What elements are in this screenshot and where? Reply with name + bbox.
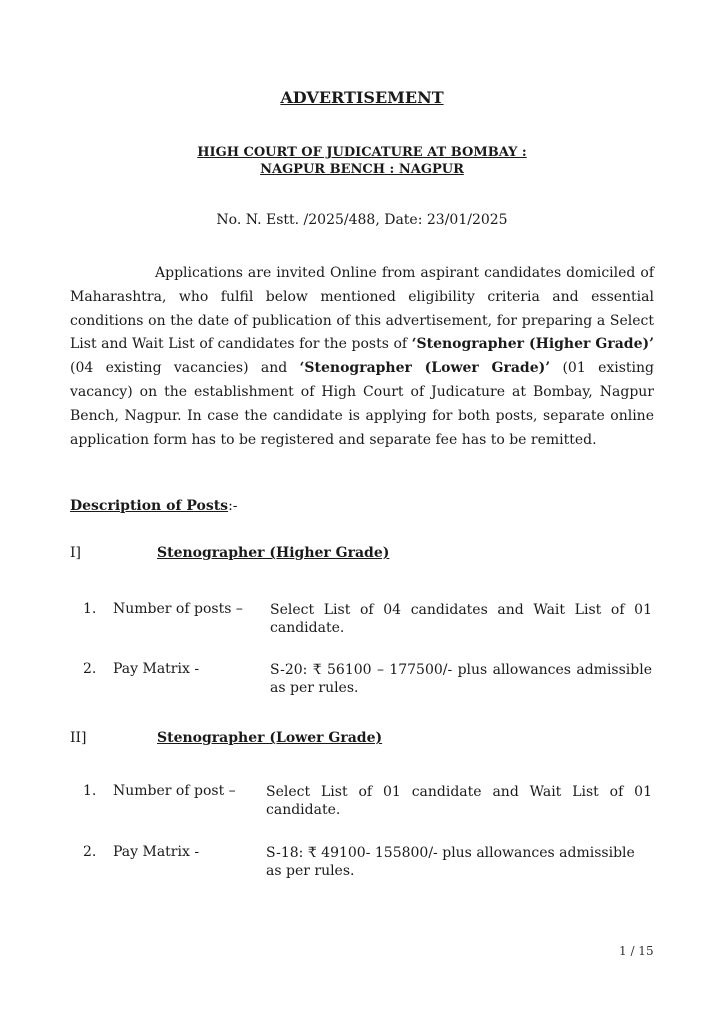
post1-title: Stenographer (Higher Grade)	[157, 545, 390, 561]
post1-item1-num: 1.	[83, 601, 97, 617]
court-name-line2: NAGPUR BENCH : NAGPUR	[260, 162, 464, 177]
post2-name: ‘Stenographer (Lower Grade)’	[299, 360, 551, 377]
post2-roman: II]	[70, 730, 87, 746]
post2-item2-value: S-18: ₹ 49100- 155800/- plus allowances admissible as per rules.	[266, 845, 635, 879]
post2-item1-label: Number of post –	[113, 783, 236, 799]
post1-name: ‘Stenographer (Higher Grade)’	[411, 336, 654, 353]
post2-title: Stenographer (Lower Grade)	[157, 730, 383, 746]
reference-number: No. N. Estt. /2025/488, Date: 23/01/2025	[216, 212, 508, 228]
page-title: ADVERTISEMENT	[280, 88, 444, 107]
post1-item1-value: Select List of 04 candidates and Wait List of 01 candidate.	[270, 602, 652, 636]
post2-item2-num: 2.	[83, 844, 97, 860]
page-number: 1 / 15	[619, 944, 654, 958]
post1-item1-label: Number of posts –	[113, 601, 243, 617]
intro-text-2: (04 existing vacancies) and	[70, 360, 300, 377]
court-name-line1: HIGH COURT OF JUDICATURE AT BOMBAY :	[197, 145, 527, 160]
post2-item1-value: Select List of 01 candidate and Wait List of 01 candidate.	[266, 784, 652, 818]
post1-item2-value: S-20: ₹ 56100 – 177500/- plus allowances admissible as per rules.	[270, 662, 652, 696]
intro-text-1: Applications are invited Online from aspirant candidates domiciled of Maharashtra, who fulfil below mentioned eligibility criteria and essential conditions on the date of publication of this advertisement, for preparing a Select List and Wait List of candidates for the posts of	[70, 265, 654, 353]
post1-roman: I]	[70, 545, 81, 561]
description-heading-text: Description of Posts	[70, 498, 229, 514]
intro-text-3: (01 existing vacancy) on the establishment of High Court of Judicature at Bombay, Nagpur Bench, Nagpur. In case the candidate is applying for both posts, separate online application form has to be registered and separate fee has to be remitted.	[70, 360, 654, 448]
description-heading-suffix: :-	[228, 498, 238, 514]
intro-paragraph	[70, 262, 654, 452]
description-heading	[70, 498, 238, 514]
post1-item2-num: 2.	[83, 661, 97, 677]
post1-item2-label: Pay Matrix -	[113, 661, 200, 677]
post2-item1-num: 1.	[83, 783, 97, 799]
post2-item2-label: Pay Matrix -	[113, 844, 200, 860]
